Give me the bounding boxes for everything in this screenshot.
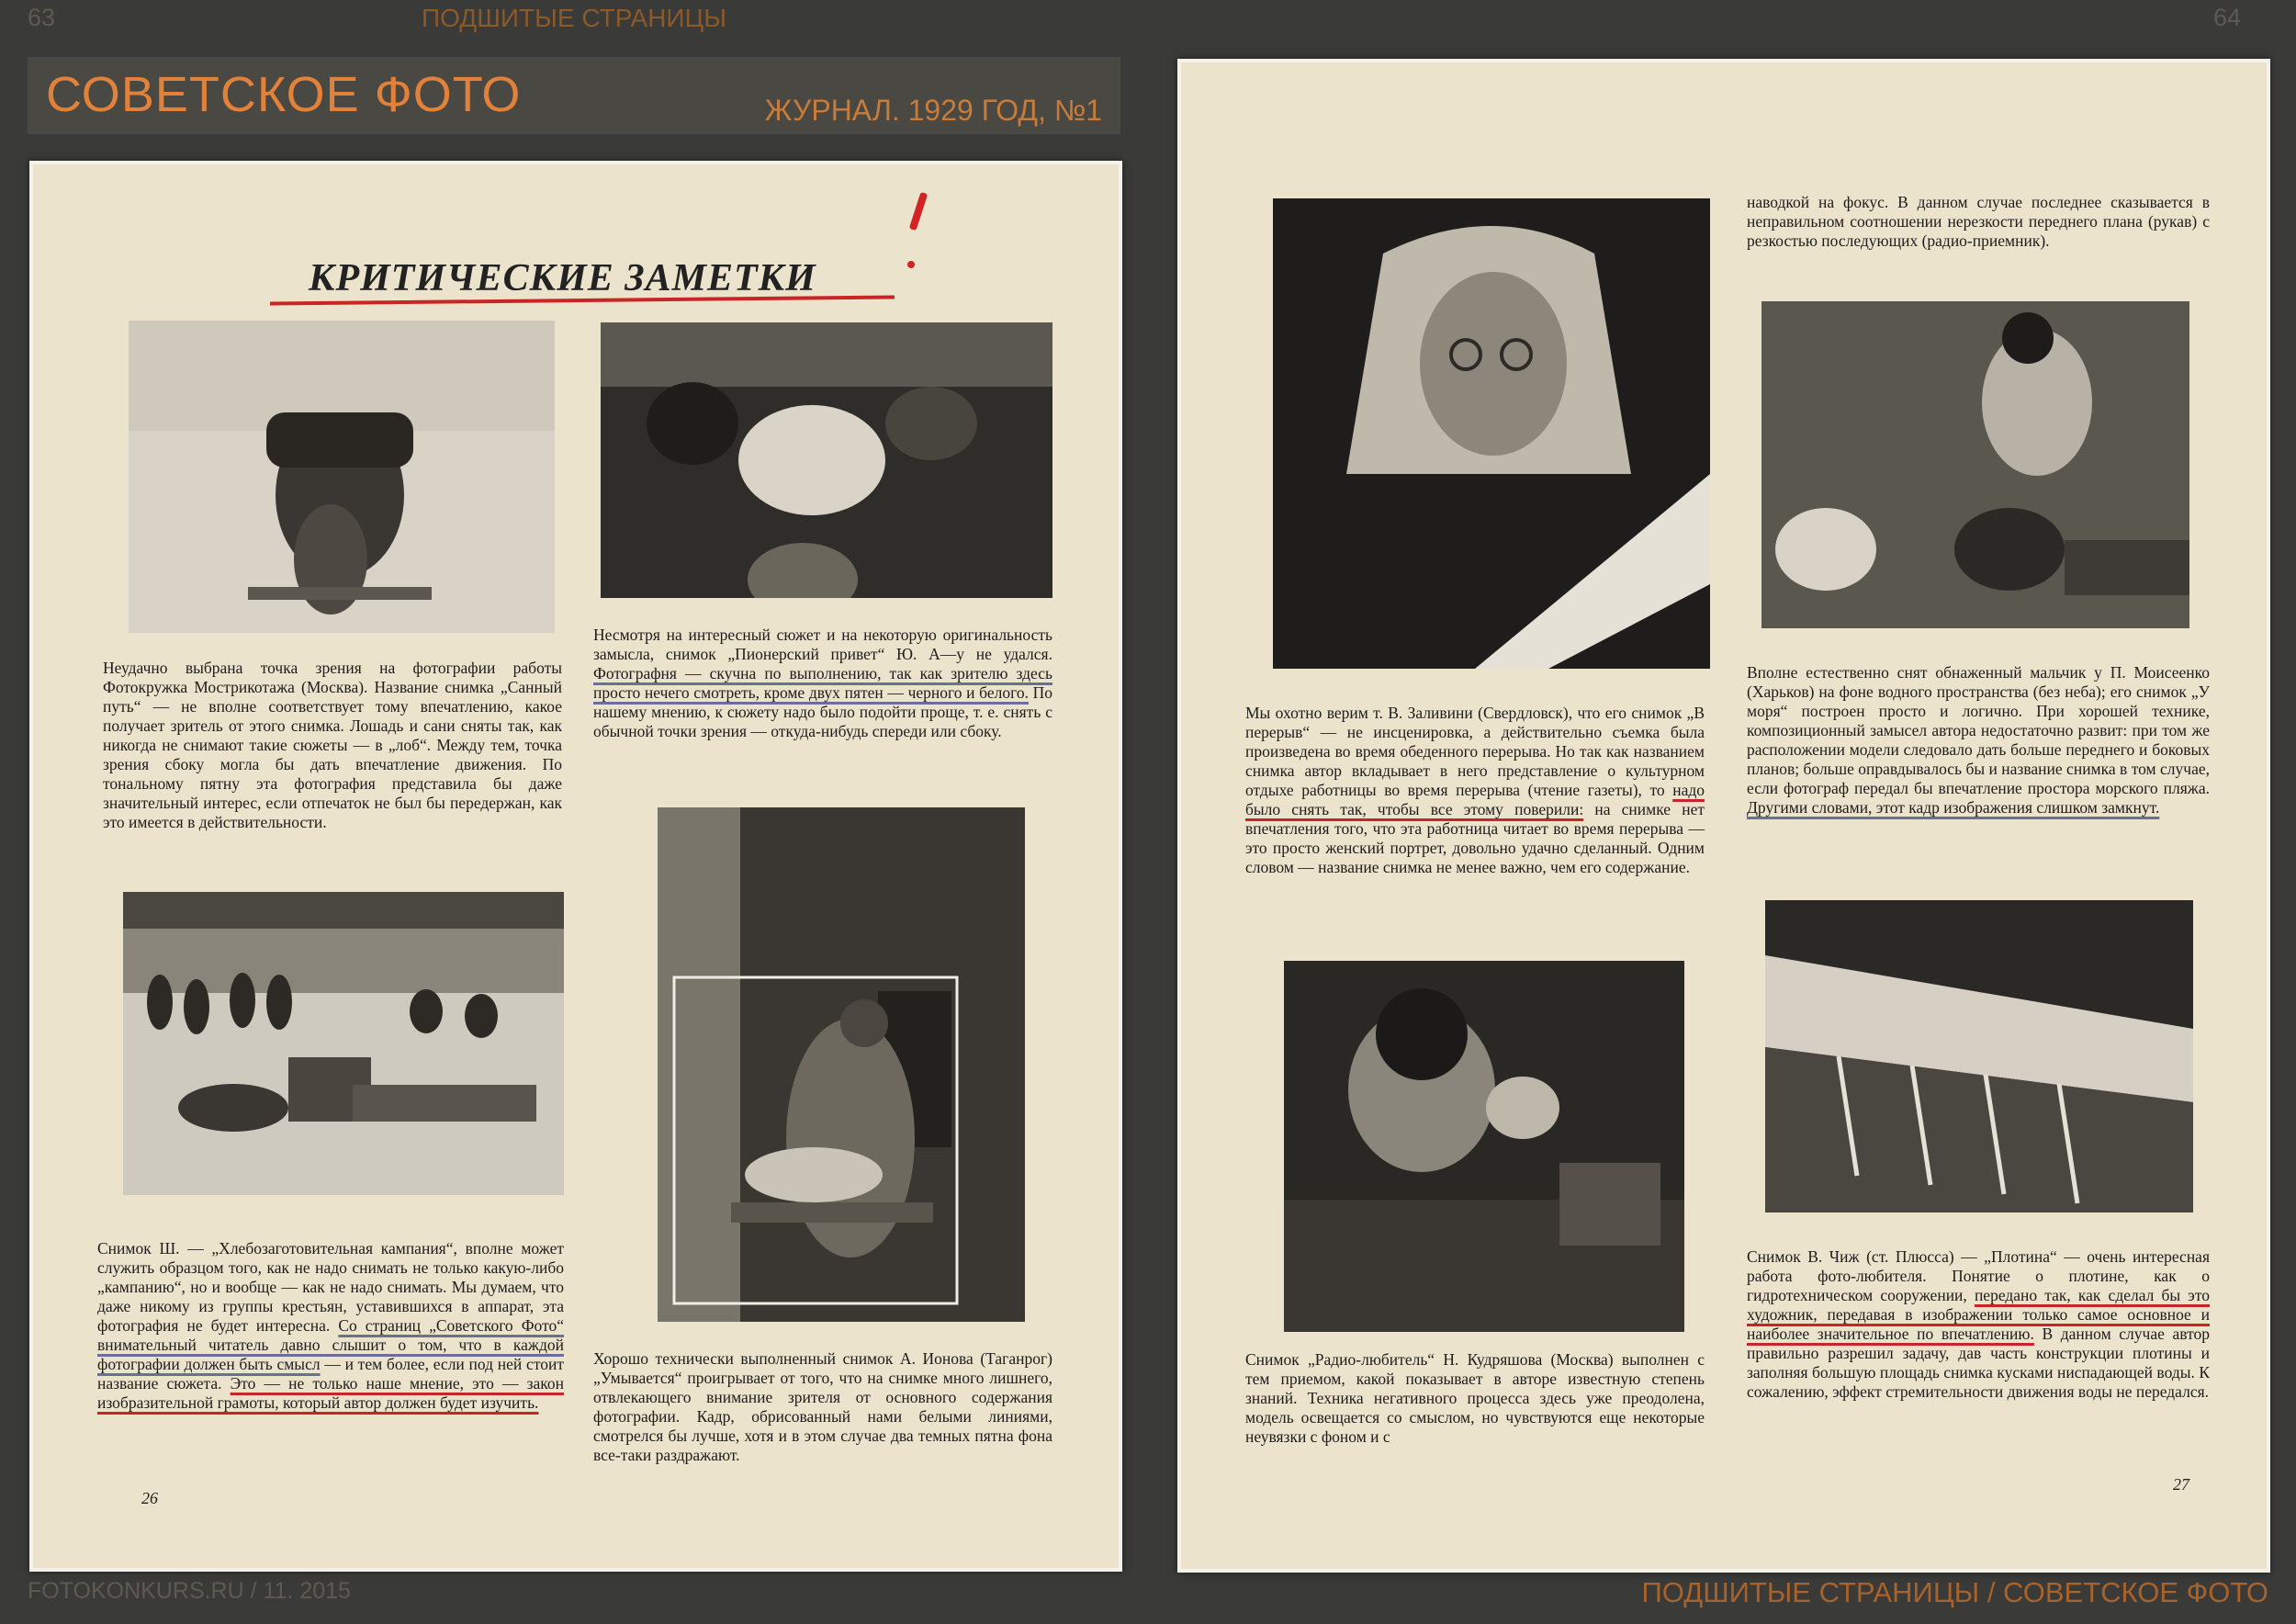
photo-pioneer-salute (601, 322, 1052, 598)
red-underlined-text: Это — не только наше мнение, это — закон изобразительной грамоты, который автор должен будет изучить. (97, 1374, 564, 1412)
text-pioneer-critique (593, 626, 1052, 741)
footer-title: ПОДШИТЫЕ СТРАНИЦЫ / СОВЕТСКОЕ ФОТО (1641, 1576, 2268, 1608)
blue-underlined-text: Со страниц „Советского Фото“ внимательный читатель давно слышит о том, что в каждой фотографии должен быть смысл (97, 1316, 565, 1373)
header-bar (28, 57, 1120, 134)
paragraph: Неудачно выбрана точка зрения на фотографии работы Фотокружка Мострикотажа (Москва). Название снимка „Санный путь“ — не вполне соответствует тому впечатлению, какое получает зритель от этого снимка. Лошадь и сани сняты так, как никогда не снимают такие сюжеты — в „лоб“. Между тем, точка зрения сбоку могла бы дать впечатление движения. По тональному пятну эта фотография представила бы даже значительный интерес, если отпечаток не был бы передержан, как это имеется в действительности. (103, 659, 562, 831)
text-run: В данном случае автор правильно разрешил задачу, дав часть конструкции плотины и заполняя большую площадь снимка кусками ниспадающей воды. К сожалению, эффект стремительности движения воды не передался. (1747, 1325, 2210, 1401)
photo-grain-campaign (123, 892, 564, 1195)
section-title: ПОДШИТЫЕ СТРАНИЦЫ (421, 4, 727, 32)
right-spread-page-number: 64 (2213, 4, 2242, 31)
paragraph (593, 626, 1052, 741)
photo-dam (1765, 900, 2193, 1212)
text-run: Вполне естественно снят обнаженный мальчик у П. Моисеенко (Харьков) на фоне водного пространства (без неба); его снимок „У моря“ построен просто и логично. При хорошей технике, композиционный замысел автора недостаточно развит: при том же расположении модели следовало дать больше переднего и боковых планов; больше оправдывалось бы и название снимка в том случае, если фотограф передал бы впечатление простора морского пляжа. (1747, 663, 2210, 797)
text-run: — и тем более, если под ней стоит название сюжета. (97, 1355, 564, 1393)
paragraph: Снимок „Радио-любитель“ Н. Кудряшова (Москва) выполнен с тем приемом, какой показывает в авторе известную степень знаний. Техника негативного процесса здесь уже преодолена, модель освещается со смыслом, но чувствуются еще некоторые неувязки с фоном и с (1245, 1350, 1705, 1446)
paragraph (97, 1239, 564, 1413)
text-run: Несмотря на интересный сюжет и на некоторую оригинальность замысла, снимок „Пионерский привет“ Ю. А—у не удался. (593, 626, 1052, 663)
blue-underlined-text: Фотографня — скучна по выполнению, так как зрителю здесь просто нечего смотреть, кроме двух пятен — черного и белого. (593, 664, 1052, 702)
text-sleigh-critique (103, 659, 562, 832)
text-run: Мы охотно верим т. В. Заливини (Свердловск), что его снимок „В перерыв“ — не инсценировка, а действительно съемка была произведена во время обеденного перерыва. Но так как названием снимка автор вкладывает в него представление о культурном отдыхе работницы во время перерыва (чтение газеты), то (1245, 704, 1705, 799)
text-washing-critique (593, 1349, 1052, 1465)
page-heading: КРИТИЧЕСКИЕ ЗАМЕТКИ (309, 257, 816, 299)
photo-woman-break (1273, 198, 1710, 669)
text-sea-critique (1747, 663, 2210, 818)
right-page (1177, 59, 2270, 1573)
paragraph: Хорошо технически выполненный снимок А. Ионова (Таганрог) „Умывается“ проигрывает от того, что на снимке много лишнего, отвлекающего внимание зрителя от основного содержания фотографии. Кадр, обрисованный нами белыми линиями, смотрелся бы лучше, хотя и в этом случае два темных пятна фона все-таки раздражают. (593, 1349, 1052, 1464)
brand-title: СОВЕТСКОЕ ФОТО (46, 67, 522, 122)
footer-credit: FOTOKONKURS.RU / 11. 2015 (28, 1578, 351, 1604)
text-radio-critique (1245, 1350, 1705, 1447)
text-grain-critique (97, 1239, 564, 1413)
text-run: на снимке нет впечатления того, что эта работница читает во время перерыва — это просто женский портрет, довольно удачно сделанный. Одним словом — название снимка не менее важно, чем его содержание. (1245, 800, 1705, 876)
paragraph (1747, 663, 2210, 818)
photo-washing (658, 807, 1025, 1322)
text-run: По нашему мнению, к сюжету надо было подойти проще, т. е. снять с обычной точки зрения — откуда-нибудь спереди или сбоку. (593, 683, 1053, 740)
journal-issue: ЖУРНАЛ. 1929 ГОД, №1 (764, 94, 1102, 127)
text-run: Снимок Ш. — „Хлебозаготовительная кампания“, вполне может служить образцом того, как не надо снимать не только какую-либо „кампанию“, но и вообще — как не надо снимать. Мы думаем, что даже никому из группы крестьян, уставившихся в аппарат, эта фотография не будет интересна. (97, 1239, 564, 1335)
photo-radio-amateur (1284, 961, 1684, 1332)
photo-sleigh-road (129, 321, 555, 633)
text-run: Снимок В. Чиж (ст. Плюсса) — „Плотина“ — очень интересная работа фото-любителя. Понятие о плотине, как о гидротехническом сооружении, (1747, 1247, 2210, 1304)
page-number: 26 (141, 1489, 158, 1507)
blue-underlined-text: Другими словами, этот кадр изображения слишком замкнут. (1747, 798, 2160, 817)
red-exclamation-dot (907, 261, 915, 268)
text-break-critique (1245, 704, 1705, 877)
page-number: 27 (2173, 1475, 2189, 1494)
red-exclamation-mark (909, 192, 929, 231)
text-focus-continuation (1747, 193, 2210, 251)
paragraph (1747, 1247, 2210, 1402)
red-underlined-text: надо было снять так, чтобы все этому поверили: (1245, 781, 1705, 818)
photo-boy-by-sea (1761, 301, 2189, 628)
paragraph: наводкой на фокус. В данном случае последнее сказывается в неправильном соотношении нерезкости переднего плана (рукав) с резкостью последующих (радио-приемник). (1747, 193, 2210, 250)
red-underlined-text: передано так, как сделал бы это художник, передавая в изображении только самое основное и наиболее значительное по впечатлению. (1747, 1286, 2210, 1343)
left-page (29, 161, 1122, 1572)
left-spread-page-number: 63 (28, 4, 56, 31)
text-dam-critique (1747, 1247, 2210, 1402)
paragraph (1245, 704, 1705, 877)
